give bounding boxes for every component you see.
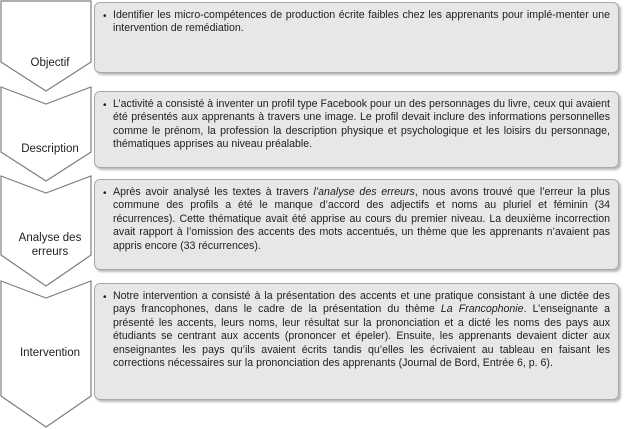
chevron-objectif: [0, 0, 92, 92]
chevron-label: Description: [21, 143, 79, 155]
box-text: L’activité a consisté à inventer un profil type Facebook pour un des personnages du livre, ceux qui avaient été présentés aux apprenants à travers une image. Le profil devait inclure des informations personnelles comme le prénom, la profession la description physique et psychologique et les loisirs du personnage, thématiques apprises au niveau préalable.: [113, 98, 610, 151]
chevron-label: Analyse des erreurs: [18, 232, 82, 258]
chevron-shape-icon: [0, 86, 92, 182]
box-text: Identifier les micro-compétences de production écrite faibles chez les apprenants pour implé-menter une intervention de remédiation.: [113, 9, 610, 35]
chevron-label: Objectif: [30, 57, 70, 69]
content-box-objectif: [94, 2, 619, 73]
bullet-icon: •: [103, 292, 107, 303]
box-text: Notre intervention a consisté à la présentation des accents et une pratique consistant à une dictée des pays francophones, dans le cadre de la présentation du thème La Francophonie. L’enseignante a présenté les accents, leurs noms, leur résultat sur la prononciation et a dicté les noms des pays aux étudiants se centrant aux accents (prononcer et épeler). Ensuite, les apprenants devaient dicter aux enseignantes les pays qu’ils avaient écrits tandis qu’elles les écrivaient au tableau en faisant les corrections nécessaires sur la prononciation des apprenants (Journal de Bord, Entrée 6, p. 6).: [113, 290, 610, 370]
bullet-icon: •: [103, 100, 107, 111]
content-box-description: [94, 91, 619, 168]
chevron-intervention: [0, 280, 92, 428]
bullet-icon: •: [103, 188, 107, 199]
content-box-intervention: [94, 283, 619, 400]
chevron-analyse: [0, 175, 92, 287]
box-text: Après avoir analysé les textes à travers l’analyse des erreurs, nous avons trouvé que l’erreur la plus commune des profils a été le manque d’accord des adjectifs et noms au pluriel et féminin (34 récurrences). Cette thématique avait été apprise au cours du premier niveau. La deuxième incorrection avait rapport à l’omission des accents des mots accentués, un thème que les apprenants n’avaient pas appris encore (33 récurrences).: [113, 186, 610, 252]
bullet-icon: •: [103, 11, 107, 22]
chevron-description: [0, 86, 92, 182]
chevron-shape-icon: [0, 0, 92, 92]
content-box-analyse: [94, 179, 619, 270]
chevron-label: Intervention: [19, 347, 81, 359]
